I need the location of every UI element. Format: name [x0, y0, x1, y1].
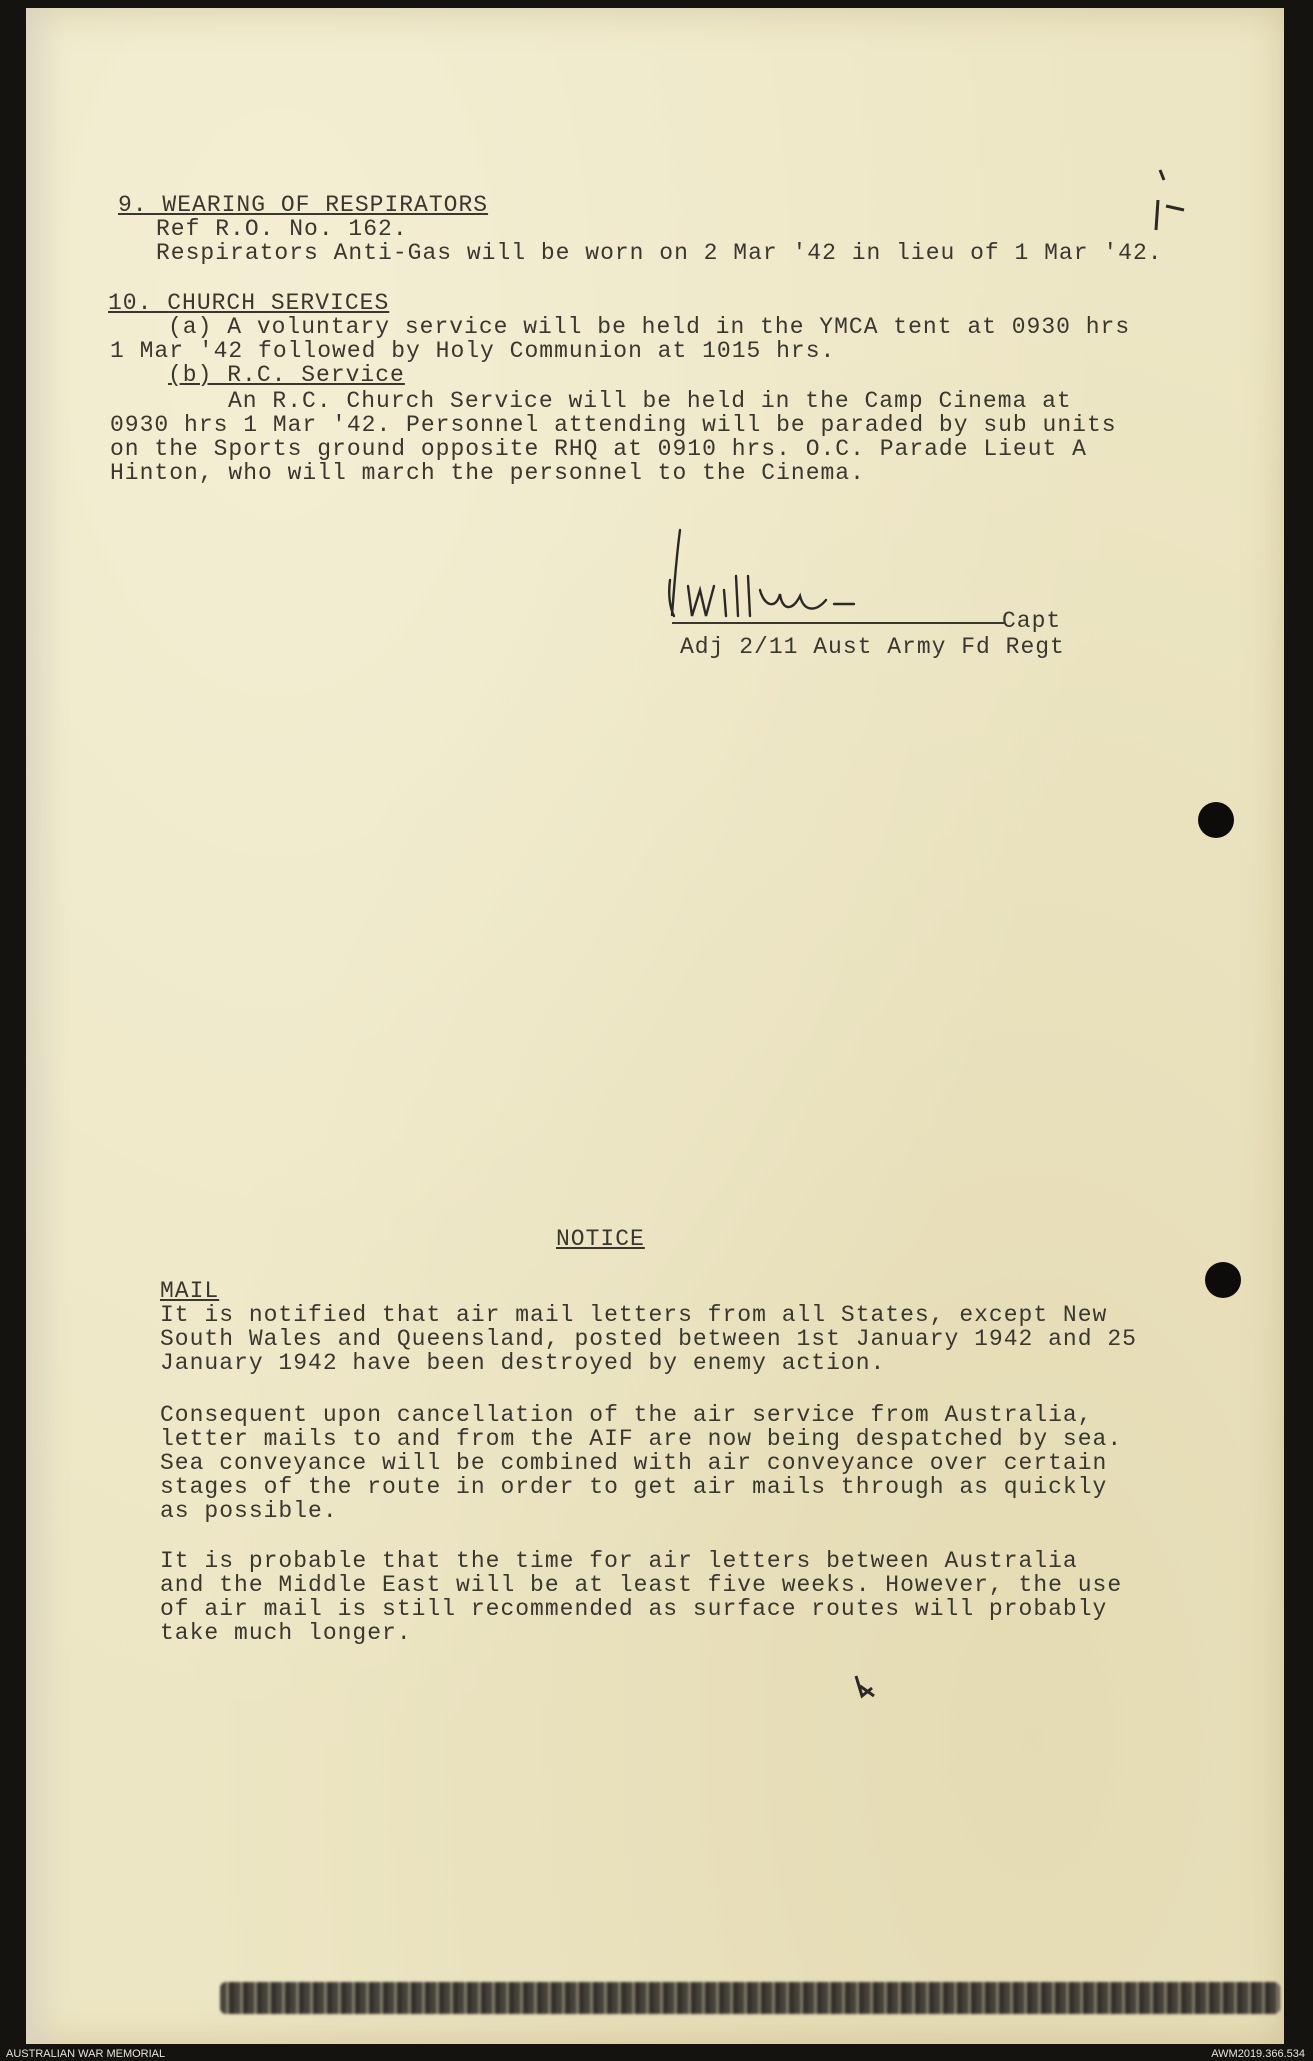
- punch-hole: [1205, 1262, 1241, 1298]
- paper-edge: [26, 8, 66, 2044]
- footer-left-label: AUSTRALIAN WAR MEMORIAL: [6, 2048, 166, 2060]
- notice-paragraph-3-line: of air mail is still recommended as surface routes will probably: [160, 1596, 1108, 1622]
- notice-paragraph-1-line: January 1942 have been destroyed by enemy action.: [160, 1350, 886, 1376]
- section-10-b-line-2: 0930 hrs 1 Mar '42. Personnel attending will be paraded by sub units: [110, 412, 1117, 438]
- signature-title: Adj 2/11 Aust Army Fd Regt: [680, 634, 1065, 660]
- section-9-line-2: Respirators Anti-Gas will be worn on 2 Mar '42 in lieu of 1 Mar '42.: [156, 240, 1163, 266]
- notice-paragraph-1-line: South Wales and Queensland, posted between 1st January 1942 and 25: [160, 1326, 1137, 1352]
- ink-mark: [1140, 150, 1190, 240]
- notice-paragraph-2-line: stages of the route in order to get air mails through as quickly: [160, 1474, 1108, 1500]
- notice-paragraph-3-line: It is probable that the time for air letters between Australia: [160, 1548, 1078, 1574]
- section-10-b-heading: (b) R.C. Service: [168, 362, 405, 388]
- notice-paragraph-2-line: Sea conveyance will be combined with air conveyance over certain: [160, 1450, 1108, 1476]
- ink-mark: [850, 1672, 880, 1702]
- signature-rank: Capt: [1002, 608, 1062, 634]
- section-10-b-line-3: on the Sports ground opposite RHQ at 0910 hrs. O.C. Parade Lieut A: [110, 436, 1087, 462]
- notice-paragraph-2-line: letter mails to and from the AIF are now being despatched by sea.: [160, 1426, 1123, 1452]
- notice-subheading: MAIL: [160, 1278, 220, 1304]
- footer-right-label: AWM2019.366.534: [1211, 2048, 1305, 2060]
- notice-paragraph-1-line: It is notified that air mail letters from all States, except New: [160, 1302, 1108, 1328]
- section-10-heading: 10. CHURCH SERVICES: [108, 290, 390, 316]
- section-10-b-line-1: An R.C. Church Service will be held in the Camp Cinema at: [228, 388, 1072, 414]
- notice-paragraph-2-line: as possible.: [160, 1498, 338, 1524]
- section-10-a-line-1: (a) A voluntary service will be held in the YMCA tent at 0930 hrs: [168, 314, 1131, 340]
- section-9-heading: 9. WEARING OF RESPIRATORS: [118, 192, 489, 218]
- notice-paragraph-3-line: take much longer.: [160, 1620, 412, 1646]
- scan-smudge: [220, 1982, 1280, 2014]
- notice-paragraph-3-line: and the Middle East will be at least five weeks. However, the use: [160, 1572, 1123, 1598]
- section-10-b-line-4: Hinton, who will march the personnel to the Cinema.: [110, 460, 865, 486]
- section-9-line-1: Ref R.O. No. 162.: [156, 216, 408, 242]
- notice-heading: NOTICE: [556, 1226, 645, 1252]
- punch-hole: [1198, 802, 1234, 838]
- signature-line: [672, 622, 1004, 624]
- section-10-a-line-2: 1 Mar '42 followed by Holy Communion at 1015 hrs.: [110, 338, 836, 364]
- notice-paragraph-2-line: Consequent upon cancellation of the air service from Australia,: [160, 1402, 1093, 1428]
